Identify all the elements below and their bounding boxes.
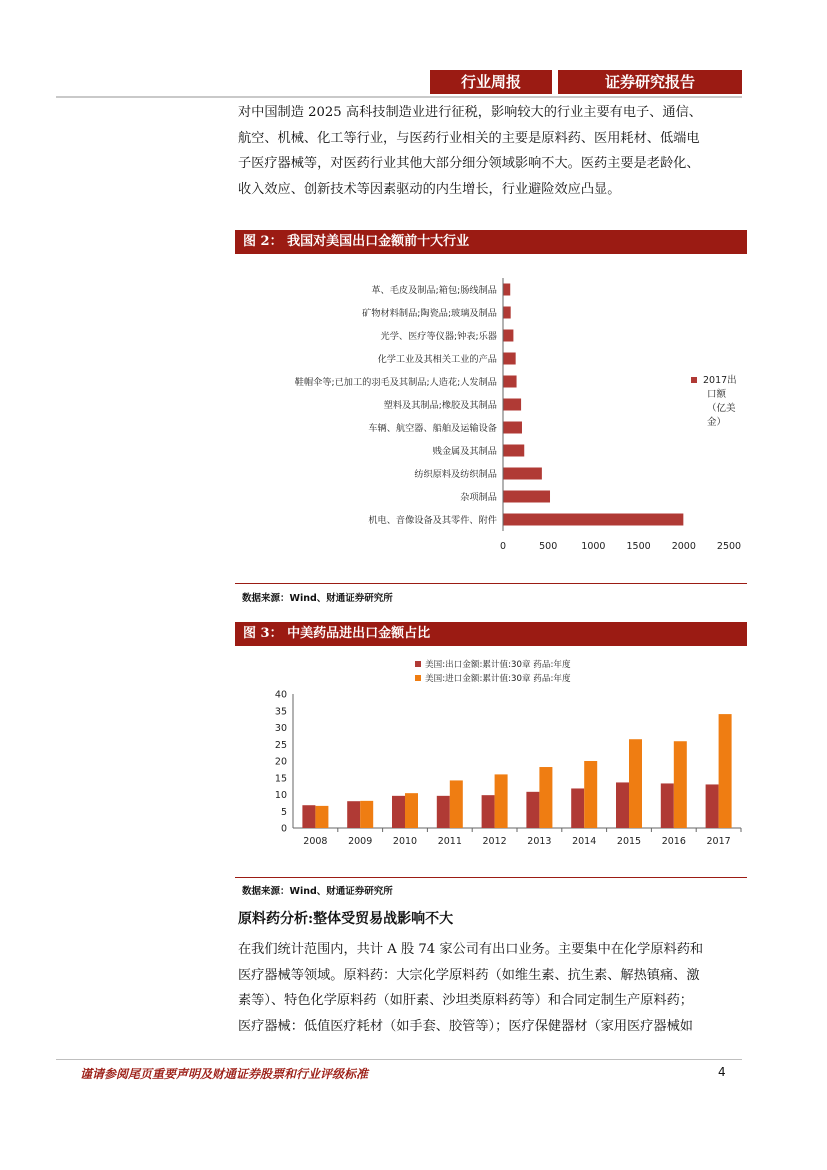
bar	[674, 741, 687, 828]
bar	[503, 468, 542, 480]
x-tick-label: 2013	[527, 836, 552, 847]
bar	[360, 801, 373, 828]
legend-label: 美国:进口金额:累计值:30章 药品:年度	[425, 674, 571, 684]
x-tick-label: 2500	[716, 541, 742, 552]
y-tick-label: 35	[274, 706, 287, 718]
bar	[503, 514, 683, 526]
bar	[503, 445, 524, 457]
figure3-title: 图 3： 中美药品进出口金额占比	[235, 622, 747, 646]
bar	[315, 806, 328, 828]
page-number: 4	[718, 1065, 726, 1079]
legend-label: （亿美	[707, 403, 736, 414]
category-label: 塑料及其制品;橡胶及其制品	[383, 400, 497, 411]
bar	[526, 792, 539, 828]
y-tick-label: 5	[280, 806, 287, 818]
section-line: 在我们统计范围内，共计 A 股 74 家公司有出口业务。主要集中在化学原料药和	[238, 942, 704, 957]
figure3-source: 数据来源：Wind、财通证券研究所	[242, 886, 393, 897]
legend-label: 口额	[707, 389, 727, 400]
header-tab-report-type: 行业周报	[430, 70, 552, 94]
bar	[437, 796, 450, 828]
bar	[503, 422, 522, 434]
category-label: 革、毛皮及制品;箱包;肠线制品	[371, 285, 497, 296]
category-label: 矿物材料制品;陶瓷品;玻璃及制品	[362, 308, 497, 319]
x-tick-label: 2012	[482, 836, 507, 847]
bar	[661, 783, 674, 828]
bar	[584, 761, 597, 828]
intro-line: 子医疗器械等，对医药行业其他大部分细分领域影响不大。医药主要是老龄化、	[238, 156, 700, 171]
bar	[503, 284, 510, 296]
bar	[503, 376, 517, 388]
y-tick-label: 15	[274, 773, 287, 785]
header-divider	[56, 96, 742, 98]
figure3-chart	[235, 650, 747, 855]
y-tick-label: 0	[280, 823, 287, 835]
category-label: 杂项制品	[460, 492, 497, 503]
bar	[347, 801, 360, 828]
category-label: 贱金属及其制品	[432, 446, 497, 457]
y-tick-label: 10	[274, 790, 287, 801]
x-tick-label: 2011	[437, 836, 462, 847]
bar	[503, 330, 513, 342]
section-line: 医疗器械等领域。原料药：大宗化学原料药（如维生素、抗生素、解热镇痛、激	[238, 967, 700, 983]
section-line: 医疗器械：低值医疗耗材（如手套、胶管等）；医疗保健器材（家用医疗器械如	[238, 1018, 693, 1034]
x-tick-label: 2014	[572, 836, 597, 847]
x-tick-label: 1500	[626, 541, 651, 552]
bar	[503, 353, 516, 365]
bar	[629, 739, 642, 828]
x-tick-label: 2000	[671, 541, 696, 552]
figure2-source-divider	[235, 583, 747, 584]
bar	[482, 795, 495, 828]
figure2-source: 数据来源：Wind、财通证券研究所	[242, 593, 393, 604]
bar	[503, 399, 521, 411]
intro-paragraph	[238, 100, 748, 202]
bar	[719, 714, 732, 828]
figure3-source-divider	[235, 877, 747, 878]
category-label: 机电、音像设备及其零件、附件	[368, 515, 497, 526]
footer-disclaimer: 谨请参阅尾页重要声明及财通证券股票和行业评级标准	[80, 1067, 369, 1081]
intro-line: 收入效应、创新技术等因素驱动的内生增长，行业避险效应凸显。	[238, 181, 621, 197]
x-tick-label: 2016	[661, 836, 686, 847]
x-tick-label: 2009	[348, 836, 373, 847]
x-tick-label: 0	[499, 541, 507, 552]
bar	[503, 307, 511, 319]
bar	[495, 774, 508, 828]
x-tick-label: 2010	[392, 836, 418, 847]
legend-swatch	[415, 675, 421, 681]
intro-line: 对中国制造 2025 高科技制造业进行征税，影响较大的行业主要有电子、通信、	[238, 105, 702, 120]
y-tick-label: 40	[274, 689, 287, 701]
header-tab-report-title: 证券研究报告	[558, 70, 742, 94]
x-tick-label: 2015	[616, 836, 642, 847]
x-tick-label: 2008	[303, 836, 328, 847]
figure2-title: 图 2： 我国对美国出口金额前十大行业	[235, 230, 747, 254]
bar	[539, 767, 552, 828]
bar	[450, 780, 463, 828]
figure2-chart	[235, 256, 747, 556]
y-tick-label: 25	[274, 739, 287, 751]
legend-label: 美国:出口金额:累计值:30章 药品:年度	[425, 660, 571, 670]
section-line: 素等）、特色化学原料药（如肝素、沙坦类原料药等）和合同定制生产原料药；	[238, 993, 693, 1008]
bar	[706, 784, 719, 828]
x-tick-label: 1000	[581, 541, 606, 552]
x-tick-label: 2017	[706, 836, 731, 847]
category-label: 纺织原料及纺织制品	[414, 469, 497, 480]
intro-line: 航空、机械、化工等行业，与医药行业相关的主要是原料药、医用耗材、低端电	[238, 130, 700, 146]
bar	[302, 805, 315, 828]
bar	[503, 491, 550, 503]
y-tick-label: 20	[274, 756, 287, 768]
legend-label: 2017出	[703, 375, 737, 386]
section-paragraph	[238, 937, 748, 1039]
section-title: 原料药分析:整体受贸易战影响不大	[238, 911, 454, 927]
category-label: 光学、医疗等仪器;钟表;乐器	[380, 331, 497, 342]
legend-label: 金）	[707, 417, 727, 428]
category-label: 化学工业及其相关工业的产品	[377, 354, 497, 365]
x-tick-label: 500	[539, 541, 558, 552]
bar	[616, 782, 629, 828]
legend-swatch	[415, 661, 421, 667]
footer-divider	[56, 1059, 742, 1060]
legend-swatch	[691, 377, 697, 383]
category-label: 车辆、航空器、船舶及运输设备	[368, 423, 497, 434]
bar	[405, 793, 418, 828]
y-tick-label: 30	[274, 723, 287, 734]
bar	[392, 796, 405, 828]
bar	[571, 788, 584, 828]
category-label: 鞋帽伞等;已加工的羽毛及其制品;人造花;人发制品	[294, 377, 497, 388]
